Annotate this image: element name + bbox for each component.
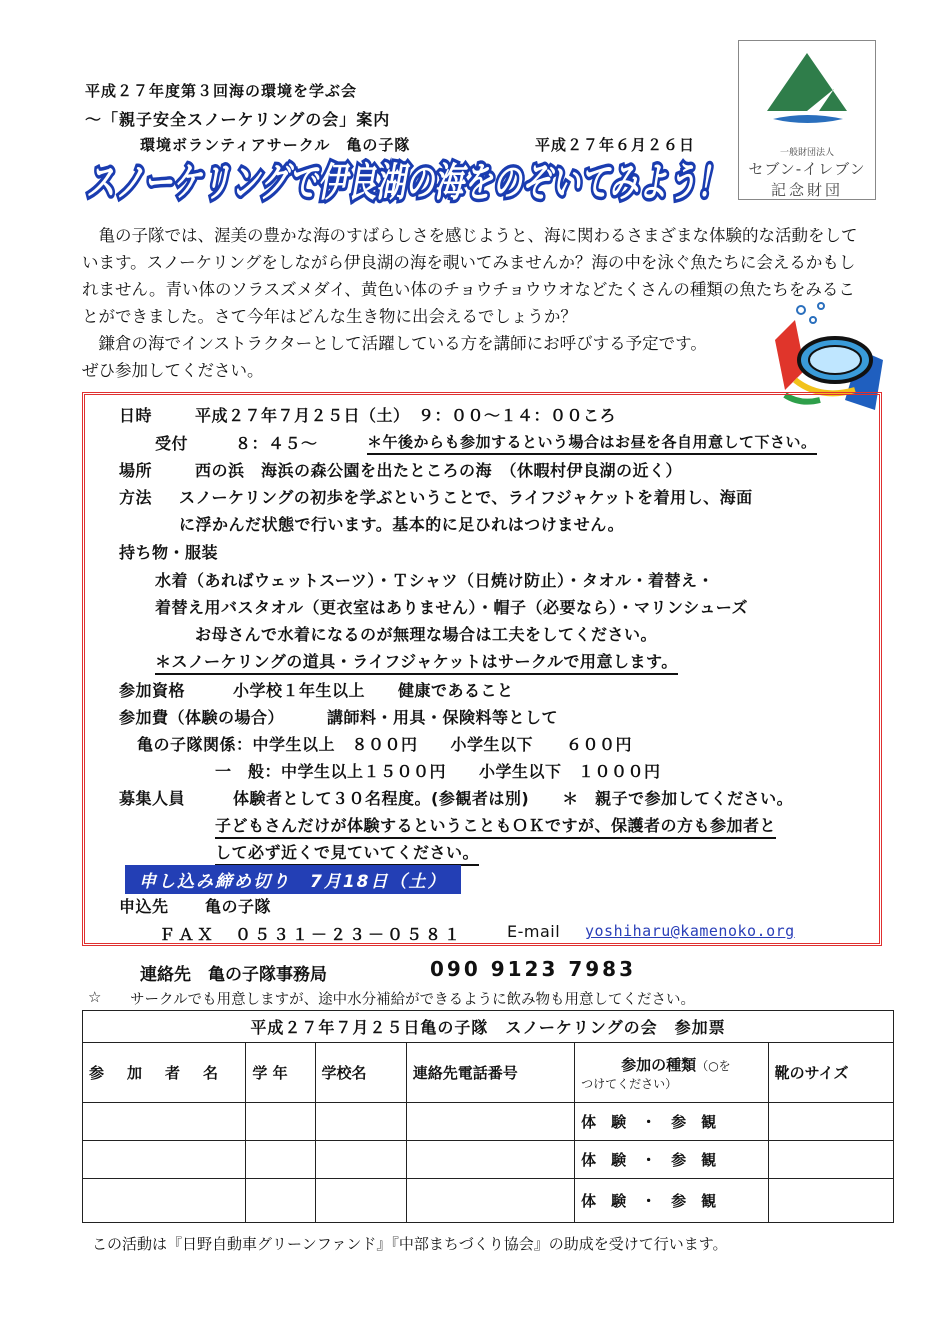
shoe-cell[interactable]: [768, 1179, 893, 1223]
header-shoe: 靴のサイズ: [768, 1043, 893, 1103]
items-line-1: 水着（あればウェットスーツ）・Ｔシャツ（日焼け防止）・タオル・着替え・: [155, 571, 714, 590]
deadline-banner: 申し込み締め切り 7月18日（土）: [125, 865, 461, 894]
intro-paragraph-3: ぜひ参加してください。: [82, 361, 264, 380]
apply-label: 申込先: [119, 897, 169, 916]
form-title: 平成２７年７月２５日亀の子隊 スノーケリングの会 参加票: [83, 1011, 894, 1043]
reception-note: ＊午後からも参加するという場合はお昼を各自用意して下さい。: [367, 431, 817, 455]
header-school: 学校名: [315, 1043, 406, 1103]
header-type-note-2: つけてください）: [581, 1076, 678, 1091]
headline-banner: [82, 150, 732, 210]
recruit-note-2: して必ず近くで見ていてください。: [215, 840, 479, 866]
event-subtitle: ～「親子安全スノーケリングの会」案内: [85, 110, 391, 129]
intro-text: [82, 222, 872, 384]
method-value-2: に浮かんだ状態で行います。基本的に足ひれはつけません。: [179, 515, 625, 534]
phone-cell[interactable]: [406, 1141, 574, 1179]
items-note: ＊スノーケリングの道具・ライフジャケットはサークルで用意します。: [155, 649, 678, 675]
shoe-cell[interactable]: [768, 1141, 893, 1179]
contact-office: 亀の子隊事務局: [208, 965, 327, 985]
phone-cell[interactable]: [406, 1103, 574, 1141]
organizer: 環境ボランティアサークル 亀の子隊: [140, 136, 411, 154]
apply-value: 亀の子隊: [205, 897, 272, 916]
foundation-logo: [738, 40, 876, 200]
grade-cell[interactable]: [246, 1141, 315, 1179]
drink-note: サークルでも用意しますが、途中水分補給ができるように飲み物も用意してください。: [130, 992, 696, 1008]
method-label: 方法: [119, 488, 153, 507]
event-series-title: 平成２７年度第３回海の環境を学ぶ会: [85, 82, 358, 100]
school-cell[interactable]: [315, 1179, 406, 1223]
method-value-1: スノーケリングの初歩を学ぶということで、ライフジャケットを着用し、海面: [179, 488, 753, 507]
funding-note: この活動は『日野自動車グリーンファンド』『中部まちづくり協会』の助成を受けて行います。: [92, 1235, 728, 1253]
issue-date: 平成２７年６月２６日: [535, 136, 696, 154]
fee-description: 講師料・用具・保険料等として: [327, 708, 559, 727]
fee-member: 亀の子隊関係：中学生以上 ８００円 小学生以下 ６００円: [137, 735, 633, 754]
table-row: [83, 1103, 894, 1141]
header-grade: 学 年: [246, 1043, 315, 1103]
fee-general: 一 般：中学生以上１５００円 小学生以下 １０００円: [215, 762, 661, 781]
email-label: E-mail: [507, 922, 561, 941]
intro-paragraph-1: 亀の子隊では、渥美の豊かな海のすばらしさを感じようと、海に関わるさまざまな体験的な活動をしています。スノーケリングをしながら伊良湖の海を覗いてみませんか？海の中を泳ぐ魚たちに会えるかもしれません。青い体のソラスズメダイ、黄色い体のチョウチョウウオなどたくさんの種類の魚たちをみることができました。さて今年はどんな生き物に出会えるでしょうか？: [82, 226, 858, 326]
recruit-value: 体験者として３０名程度。(参観者は別) ＊ 親子で参加してください。: [233, 789, 794, 808]
datetime-value: 平成２７年７月２５日（土） ９：００～１４：００ころ: [195, 406, 617, 425]
phone-cell[interactable]: [406, 1179, 574, 1223]
items-line-2: 着替え用バスタオル（更衣室はありません）・帽子（必要なら）・マリンシューズ: [155, 598, 748, 617]
items-line-3: お母さんで水着になるのが無理な場合は工夫をしてください。: [195, 625, 658, 644]
eligibility-label: 参加資格: [119, 681, 186, 700]
place-value: 西の浜 海浜の森公園を出たところの海 （休暇村伊良湖の近く）: [195, 461, 683, 480]
table-row: [83, 1179, 894, 1223]
contact-phone: 090 9123 7983: [430, 957, 637, 981]
recruit-note-1: 子どもさんだけが体験するということもＯＫですが、保護者の方も参加者と: [215, 813, 776, 839]
header-phone: 連絡先電話番号: [406, 1043, 574, 1103]
shoe-cell[interactable]: [768, 1103, 893, 1141]
fee-label: 参加費（体験の場合）: [119, 708, 285, 727]
items-label: 持ち物・服装: [119, 543, 219, 562]
contact-label: 連絡先: [140, 965, 191, 985]
grade-cell[interactable]: [246, 1179, 315, 1223]
type-choice[interactable]: 体 験 ・ 参 観: [575, 1103, 768, 1141]
reception-value: ８：４５～: [235, 434, 318, 453]
registration-form: [82, 1010, 894, 1223]
logo-line2: セブン-イレブン: [748, 160, 866, 178]
datetime-label: 日時: [119, 406, 153, 425]
intro-paragraph-2: 鎌倉の海でインストラクターとして活躍している方を講師にお呼びする予定です。: [98, 334, 707, 353]
header-type-cell: [575, 1043, 768, 1103]
headline-text: スノーケリングで伊良湖の海をのぞいてみよう！: [86, 161, 726, 205]
email-link[interactable]: yoshiharu@kamenoko.org: [585, 922, 795, 940]
recruit-label: 募集人員: [119, 789, 186, 808]
header-name: 参 加 者 名: [83, 1043, 246, 1103]
place-label: 場所: [119, 461, 153, 480]
table-row: [83, 1141, 894, 1179]
logo-line3: 記念財団: [770, 181, 843, 199]
name-cell[interactable]: [83, 1103, 246, 1141]
header-type-note-1: （○を: [696, 1058, 731, 1073]
mountain-logo-icon: [739, 41, 875, 141]
logo-line1: 一般財団法人: [779, 148, 834, 158]
header-type: 参加の種類: [621, 1055, 697, 1074]
star-icon: ☆: [88, 988, 102, 1006]
school-cell[interactable]: [315, 1141, 406, 1179]
name-cell[interactable]: [83, 1141, 246, 1179]
school-cell[interactable]: [315, 1103, 406, 1141]
grade-cell[interactable]: [246, 1103, 315, 1141]
reception-label: 受付: [155, 434, 189, 453]
fax-number: ＦＡＸ ０５３１－２３－０５８１: [159, 925, 464, 944]
event-details-box: [82, 392, 882, 946]
type-choice[interactable]: 体 験 ・ 参 観: [575, 1141, 768, 1179]
type-choice[interactable]: 体 験 ・ 参 観: [575, 1179, 768, 1223]
eligibility-value: 小学校１年生以上 健康であること: [233, 681, 514, 700]
name-cell[interactable]: [83, 1179, 246, 1223]
